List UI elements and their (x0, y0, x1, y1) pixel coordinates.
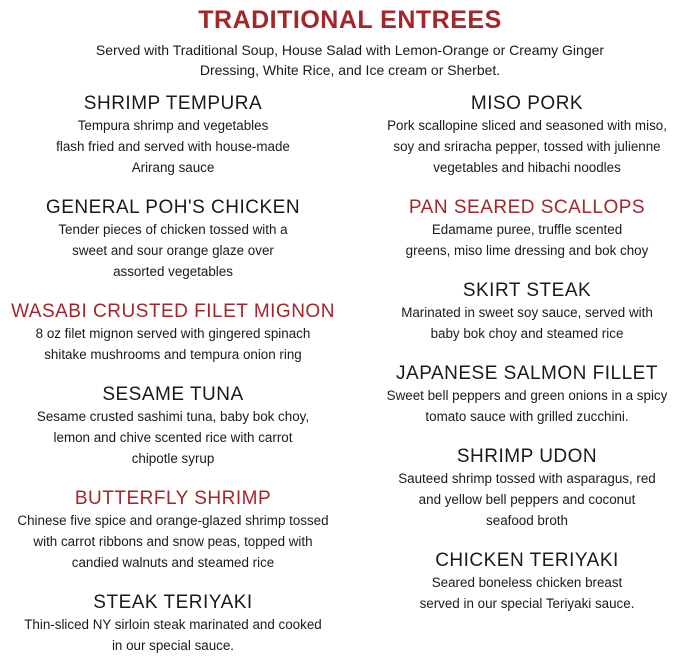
menu-item-description: Seared boneless chicken breast served in our special Teriyaki sauce. (419, 575, 635, 611)
right-menu-column (354, 92, 700, 614)
menu-item-name: SHRIMP UDON (456, 446, 598, 467)
menu-item-description: Sweet bell peppers and green onions in a spicy tomato sauce with grilled zucchini. (386, 388, 668, 424)
menu-item-description: Marinated in sweet soy sauce, served with baby bok choy and steamed rice (401, 305, 653, 341)
left-menu-column (0, 92, 346, 656)
menu-item-pan-seared-scallops (354, 196, 700, 261)
menu-item-description: Chinese five spice and orange-glazed shrimp tossed with carrot ribbons and snow peas, topped with candied walnuts and steamed rice (17, 513, 329, 570)
subtitle-line: Served with Traditional Soup, House Salad with Lemon-Orange or Creamy Ginger (95, 42, 605, 58)
menu-item-general-pohs-chicken (0, 196, 346, 282)
menu-item-wasabi-crusted-filet-mignon (0, 300, 346, 365)
subtitle-line: Dressing, White Rice, and Ice cream or Sherbet. (199, 62, 501, 78)
menu-title: TRADITIONAL ENTREES (198, 6, 502, 34)
menu-item-sesame-tuna (0, 383, 346, 469)
menu-item-description: Tender pieces of chicken tossed with a sweet and sour orange glaze over assorted vegetables (58, 222, 288, 279)
menu-item-name: SHRIMP TEMPURA (83, 93, 263, 114)
menu-item-name: SKIRT STEAK (462, 280, 592, 301)
menu-item-description: Tempura shrimp and vegetables flash fried and served with house-made Arirang sauce (56, 118, 290, 175)
menu-item-name: SESAME TUNA (102, 384, 244, 405)
menu-item-name: WASABI CRUSTED FILET MIGNON (11, 301, 335, 322)
menu-item-skirt-steak (354, 279, 700, 344)
menu-item-name: BUTTERFLY SHRIMP (74, 488, 272, 509)
menu-item-name: CHICKEN TERIYAKI (435, 550, 619, 571)
menu-item-description: Thin-sliced NY sirloin steak marinated and cooked in our special sauce. (24, 617, 322, 653)
menu-item-description: Sauteed shrimp tossed with asparagus, red and yellow bell peppers and coconut seafood broth (398, 471, 656, 528)
menu-item-description: Edamame puree, truffle scented greens, miso lime dressing and bok choy (405, 222, 649, 258)
menu-item-name: GENERAL POH'S CHICKEN (45, 197, 301, 218)
menu-item-description: Sesame crusted sashimi tuna, baby bok choy, lemon and chive scented rice with carrot chipotle syrup (36, 409, 310, 466)
menu-item-description: 8 oz filet mignon served with gingered spinach shitake mushrooms and tempura onion ring (35, 326, 311, 362)
menu-item-name: MISO PORK (470, 93, 584, 114)
menu-item-japanese-salmon-fillet (354, 362, 700, 427)
menu-subtitle (50, 40, 650, 80)
menu-item-name: PAN SEARED SCALLOPS (408, 197, 646, 218)
menu-item-shrimp-udon (354, 445, 700, 531)
menu-item-miso-pork (354, 92, 700, 178)
menu-item-steak-teriyaki (0, 591, 346, 656)
menu-item-name: JAPANESE SALMON FILLET (396, 363, 658, 384)
menu-item-shrimp-tempura (0, 92, 346, 178)
menu-item-description: Pork scallopine sliced and seasoned with miso, soy and sriracha pepper, tossed with julienne vegetables and hibachi noodles (387, 118, 667, 175)
menu-item-butterfly-shrimp (0, 487, 346, 573)
menu-item-chicken-teriyaki (354, 549, 700, 614)
menu-item-name: STEAK TERIYAKI (93, 592, 253, 613)
